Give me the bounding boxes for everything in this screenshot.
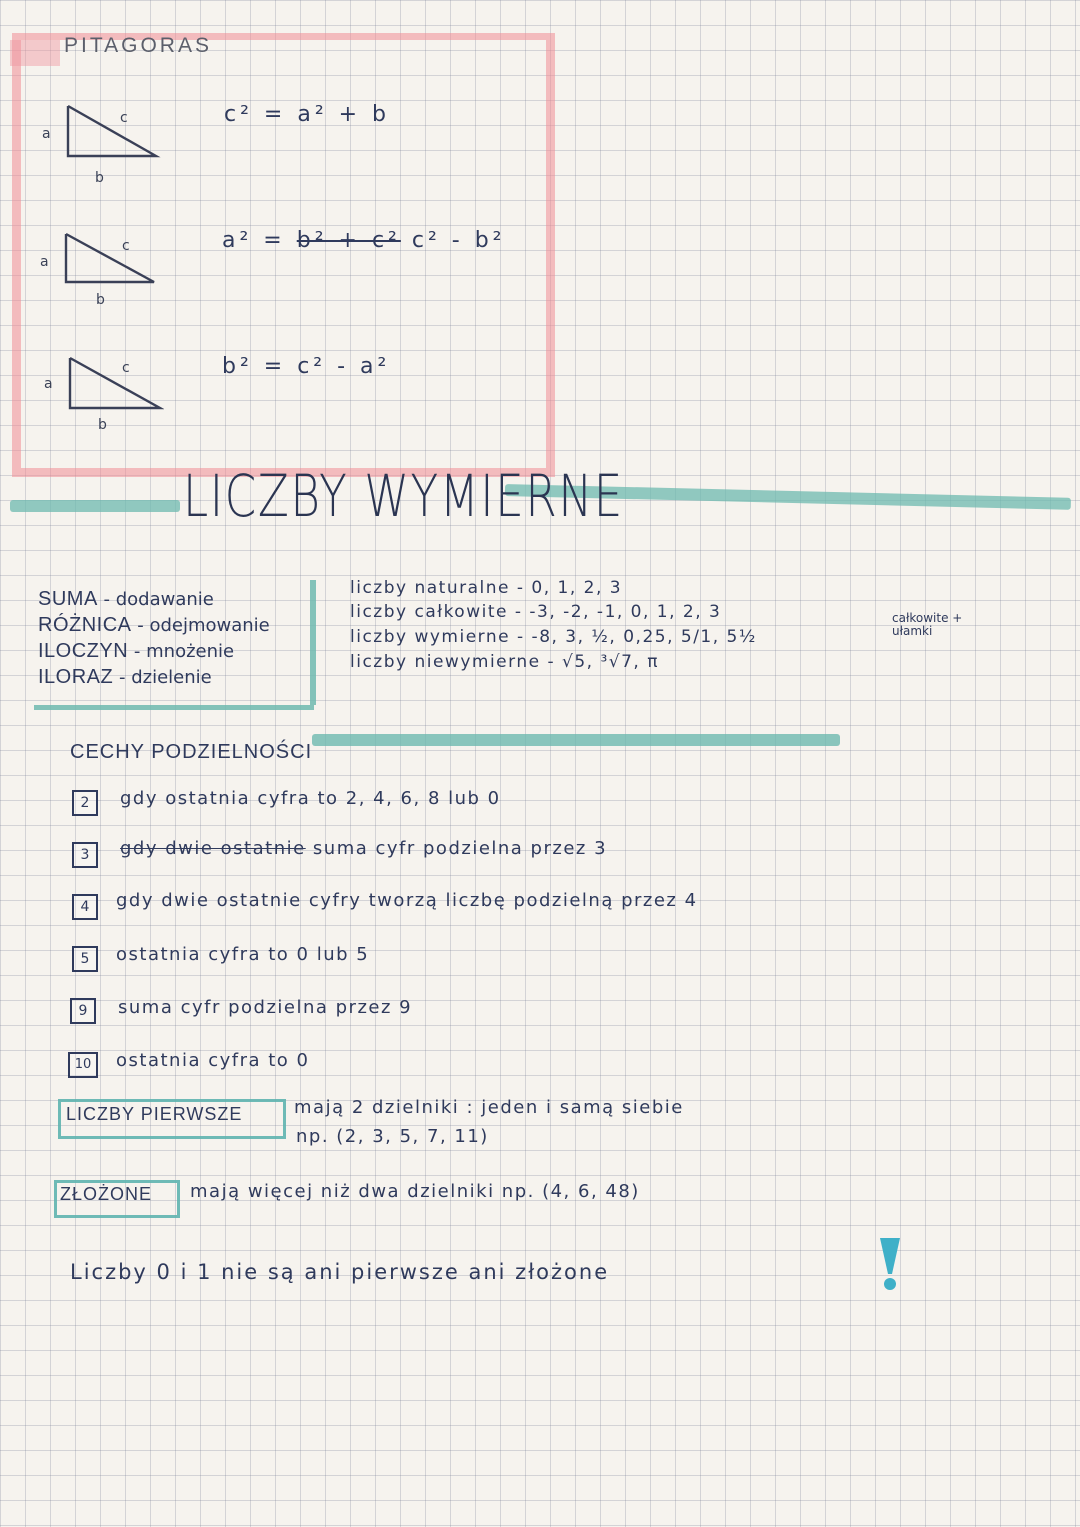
operation-suma <box>38 588 214 611</box>
number-type-name: liczby niewymierne <box>350 652 541 672</box>
side-label-c: c <box>120 110 128 126</box>
formula-a-struck: b² + c² <box>296 228 401 253</box>
number-type-rational <box>350 627 757 647</box>
right-triangle-1 <box>62 100 162 162</box>
side-label-c: c <box>122 238 130 254</box>
operation-term: ILORAZ <box>38 666 114 688</box>
divisibility-rule: ostatnia cyfra to 0 <box>116 1050 310 1071</box>
number-type-values: - √5, ³√7, π <box>547 652 659 672</box>
side-label-a: a <box>42 126 51 142</box>
divisor-box: 10 <box>68 1052 98 1078</box>
right-triangle-2 <box>60 228 160 290</box>
operation-meaning: - odejmowanie <box>137 615 270 636</box>
rule-text: suma cyfr podzielna przez 3 <box>305 838 608 859</box>
side-label-b: b <box>96 292 105 308</box>
divider-line <box>310 580 316 705</box>
highlight-band <box>10 500 180 512</box>
side-label-a: a <box>40 254 49 270</box>
side-label-b: b <box>98 417 107 433</box>
number-type-natural <box>350 578 622 598</box>
divisor-box: 3 <box>72 842 98 868</box>
side-note <box>892 612 962 638</box>
primes-label: LICZBY PIERWSZE <box>66 1104 243 1124</box>
operation-term: ILOCZYN <box>38 640 129 662</box>
pitagoras-title: PITAGORAS <box>64 34 212 57</box>
highlight-mark <box>10 40 60 66</box>
divisor-box: 4 <box>72 894 98 920</box>
divider-line <box>34 705 314 710</box>
side-label-b: b <box>95 170 104 186</box>
number-type-values: - -8, 3, ½, 0,25, 5/1, 5½ <box>517 627 757 647</box>
operation-iloczyn <box>38 640 234 663</box>
composite-text: mają więcej niż dwa dzielniki np. (4, 6, 48) <box>190 1181 640 1202</box>
side-label-a: a <box>44 376 53 392</box>
number-type-irrational <box>350 652 659 672</box>
divisibility-rule: suma cyfr podzielna przez 9 <box>118 997 413 1018</box>
struck-text: gdy dwie ostatnie <box>120 838 306 859</box>
composite-label: ZŁOŻONE <box>60 1184 153 1204</box>
divisibility-rule: ostatnia cyfra to 0 lub 5 <box>116 944 370 965</box>
highlight-band <box>312 734 840 746</box>
section-title: LICZBY WYMIERNE <box>183 462 624 530</box>
operation-meaning: - dzielenie <box>118 667 212 688</box>
number-type-name: liczby całkowite <box>350 602 508 622</box>
number-type-values: - -3, -2, -1, 0, 1, 2, 3 <box>514 602 722 622</box>
operation-meaning: - dodawanie <box>103 589 214 610</box>
side-label-c: c <box>122 360 130 376</box>
divisor-box: 5 <box>72 946 98 972</box>
divisor-box: 9 <box>70 998 96 1024</box>
formula-a <box>222 228 505 253</box>
operation-term: SUMA <box>38 588 98 610</box>
number-type-integer <box>350 602 721 622</box>
operation-meaning: - mnożenie <box>133 641 235 662</box>
number-type-name: liczby naturalne <box>350 578 510 598</box>
divisor-box: 2 <box>72 790 98 816</box>
exclamation-icon <box>878 1236 902 1292</box>
formula-a-rest: c² - b² <box>400 228 506 253</box>
zero-one-note: Liczby 0 i 1 nie są ani pierwsze ani złożone <box>70 1260 610 1284</box>
divisibility-title: CECHY PODZIELNOŚCI <box>70 741 313 763</box>
divisibility-rule: gdy dwie ostatnie cyfry tworzą liczbę podzielną przez 4 <box>116 890 698 911</box>
number-type-values: - 0, 1, 2, 3 <box>516 578 623 598</box>
side-note-line: całkowite + <box>892 611 963 625</box>
formula-b: b² = c² - a² <box>222 354 391 379</box>
formula-c: c² = a² + b <box>224 102 391 127</box>
divisibility-rule <box>120 838 607 859</box>
formula-a-start: a² = <box>222 228 297 253</box>
primes-text: mają 2 dzielniki : jeden i samą siebie <box>294 1097 684 1118</box>
number-type-name: liczby wymierne <box>350 627 511 647</box>
right-triangle-3 <box>64 352 164 414</box>
divisibility-rule: gdy ostatnia cyfra to 2, 4, 6, 8 lub 0 <box>120 788 501 809</box>
operation-roznica <box>38 614 270 637</box>
side-note-line: ułamki <box>892 624 933 638</box>
operation-iloraz <box>38 666 212 689</box>
primes-example: np. (2, 3, 5, 7, 11) <box>296 1126 489 1147</box>
operation-term: RÓŻNICA <box>38 614 132 636</box>
